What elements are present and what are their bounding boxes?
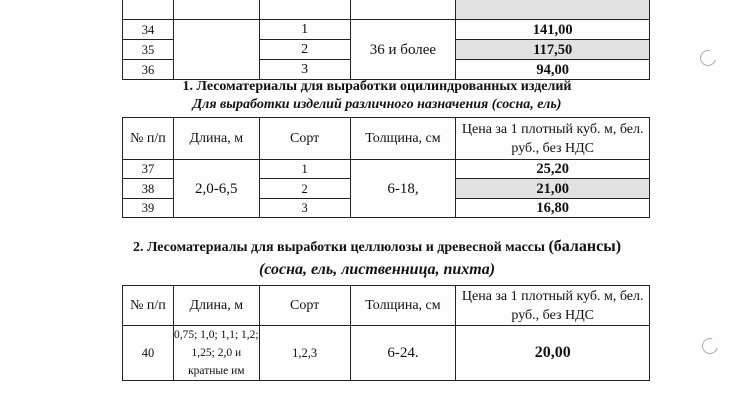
grade-cell: 3 xyxy=(259,199,350,218)
header-length: Длина, м xyxy=(173,286,259,326)
section2-title-tail: (балансы) xyxy=(548,238,622,255)
section1-title: 1. Лесоматериалы для выработки оцилиндрованных изделий xyxy=(182,79,572,94)
section2-price-table xyxy=(122,285,650,381)
length-cell: 2,0-6,5 xyxy=(173,160,259,218)
row-number: 35 xyxy=(123,40,174,60)
table-cell xyxy=(259,0,350,20)
header-grade: Сорт xyxy=(259,286,350,326)
header-thickness: Толщина, см xyxy=(350,118,456,160)
table-header-row xyxy=(123,118,650,160)
header-grade: Сорт xyxy=(259,118,350,160)
section2-title xyxy=(0,238,754,256)
row-number: 37 xyxy=(123,160,174,179)
thickness-cell: 6-18, xyxy=(350,160,456,218)
table-cell xyxy=(350,0,456,20)
table-cell xyxy=(123,0,174,20)
price-cell: 20,00 xyxy=(456,326,650,381)
header-length: Длина, м xyxy=(173,118,259,160)
top-price-table xyxy=(122,0,650,80)
row-number: 40 xyxy=(123,326,174,381)
grade-cell: 1 xyxy=(259,160,350,179)
section2-subtitle: (сосна, ель, лиственница, пихта) xyxy=(258,261,496,278)
header-price: Цена за 1 плотный куб. м, бел. руб., без НДС xyxy=(456,118,650,160)
thickness-cell: 36 и более xyxy=(350,20,456,80)
table-row xyxy=(123,20,650,40)
row-number: 36 xyxy=(123,60,174,80)
section1-subtitle: Для выработки изделий различного назначения (сосна, ель) xyxy=(192,97,562,112)
table-header-row xyxy=(123,286,650,326)
header-price: Цена за 1 плотный куб. м, бел. руб., без НДС xyxy=(456,286,650,326)
section1-price-table xyxy=(122,117,650,218)
header-thickness: Толщина, см xyxy=(350,286,456,326)
price-cell: 21,00 xyxy=(456,179,650,199)
grade-cell: 1 xyxy=(259,20,350,40)
price-cell: 117,50 xyxy=(456,40,650,60)
grade-cell: 3 xyxy=(259,60,350,80)
table-cell xyxy=(173,0,259,20)
length-cell xyxy=(173,20,259,80)
table-row xyxy=(123,326,650,381)
price-cell: 94,00 xyxy=(456,60,650,80)
row-number: 34 xyxy=(123,20,174,40)
header-number: № п/п xyxy=(123,118,174,160)
price-cell: 141,00 xyxy=(456,20,650,40)
grade-cell: 2 xyxy=(259,40,350,60)
grade-cell: 2 xyxy=(259,179,350,199)
punch-hole-mark xyxy=(699,335,721,357)
length-cell: 0,75; 1,0; 1,1; 1,2; 1,25; 2,0 и кратные им xyxy=(173,326,259,381)
header-number: № п/п xyxy=(123,286,174,326)
thickness-cell: 6-24. xyxy=(350,326,456,381)
table-cell xyxy=(456,0,650,20)
grade-cell: 1,2,3 xyxy=(259,326,350,381)
row-number: 39 xyxy=(123,199,174,218)
punch-hole-mark xyxy=(697,47,719,69)
price-cell: 16,80 xyxy=(456,199,650,218)
price-cell: 25,20 xyxy=(456,160,650,179)
table-row xyxy=(123,160,650,179)
row-number: 38 xyxy=(123,179,174,199)
section2-title-main: 2. Лесоматериалы для выработки целлюлозы и древесной массы xyxy=(132,240,545,255)
